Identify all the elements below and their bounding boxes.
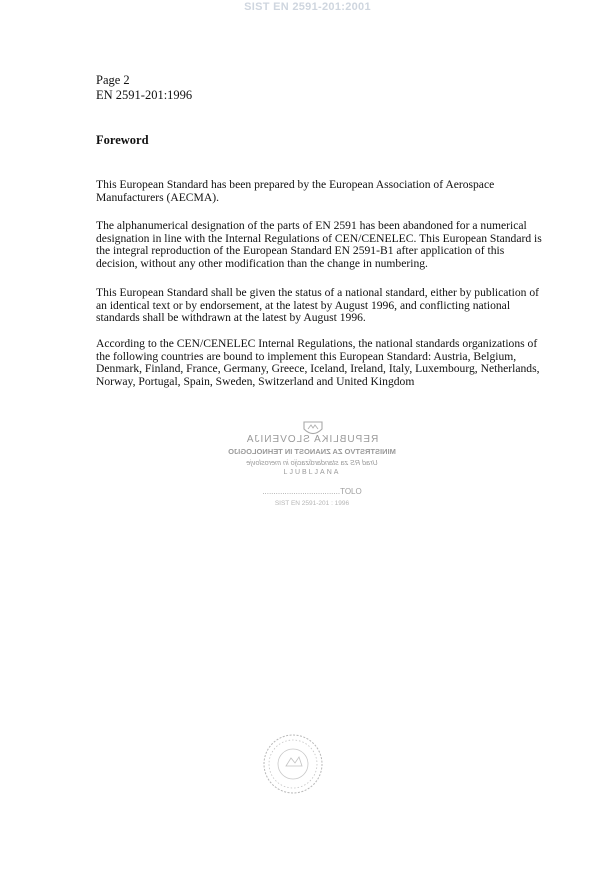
document-number: EN 2591-201:1996 — [96, 88, 193, 102]
stamp-line-5: ...................................TOLO — [262, 487, 362, 496]
page-header — [96, 73, 192, 103]
stamp-line-4: LJUBLJANA — [283, 469, 341, 476]
foreword-paragraph: This European Standard shall be given the status of a national standard, either by publication of an identical text or by endorsement, at the latest by August 1996, and conflicting national standards shall be withdrawn at the latest by August 1996. — [96, 286, 540, 325]
foreword-heading: Foreword — [96, 133, 149, 147]
stamp-line-6: SIST EN 2591-201 : 1996 — [274, 500, 350, 507]
foreword-paragraph: This European Standard has been prepared by the European Association of Aerospace Manufacturers (AECMA). — [96, 178, 495, 204]
foreword-paragraph: According to the CEN/CENELEC Internal Regulations, the national standards organizations of the following countries are bound to implement this European Standard: Austria, Belgium, Denmark, Finland, France, Germany, Greece, Iceland, Ireland, Italy, Luxembourg, Netherlands, Norway, Portugal, Spain, Sweden, Switzerland and United Kingdom — [96, 337, 540, 388]
stamp-line-3: Urad RS za standardizacijo in meroslovje — [246, 458, 378, 467]
stamp-line-1: REPUBLIKA SLOVENIJA — [245, 434, 379, 445]
stamp-line-2: MINISTRSTVO ZA ZNANOST IN TEHNOLOGIJO — [228, 447, 396, 456]
page-number: Page 2 — [96, 73, 130, 87]
foreword-paragraph: The alphanumerical designation of the parts of EN 2591 has been abandoned for a numerical designation in line with the Internal Regulations of CEN/CENELEC. This European Standard is the integral reproduction of the European Standard EN 2591-B1 after application of this decision, without any other modification than the change in numbering. — [96, 219, 542, 270]
official-stamp — [222, 420, 402, 520]
document-watermark: SIST EN 2591-201:2001 — [244, 1, 371, 13]
round-seal-icon — [262, 733, 324, 795]
